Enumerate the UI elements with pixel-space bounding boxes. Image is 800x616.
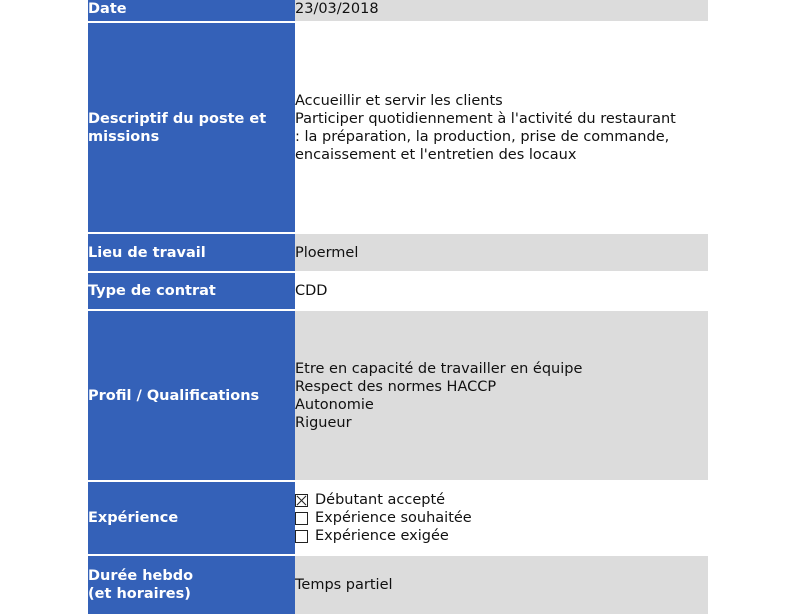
date-value: 23/03/2018 bbox=[295, 0, 708, 22]
experience-value bbox=[295, 481, 708, 555]
checkbox-debutant[interactable] bbox=[295, 494, 308, 507]
date-label: Date bbox=[88, 0, 295, 22]
duree-label-line: (et horaires) bbox=[88, 586, 191, 602]
job-offer-form-table bbox=[88, 0, 708, 616]
duree-label-line: Durée hebdo bbox=[88, 568, 194, 584]
checkbox-souhaitee[interactable] bbox=[295, 512, 308, 525]
row-missions bbox=[88, 22, 708, 233]
missions-value bbox=[295, 22, 708, 233]
experience-option[interactable] bbox=[295, 509, 708, 527]
row-contrat bbox=[88, 272, 708, 310]
lieu-label: Lieu de travail bbox=[88, 233, 295, 272]
row-date bbox=[88, 0, 708, 22]
experience-option-label: Expérience souhaitée bbox=[315, 510, 472, 526]
duree-value: Temps partiel bbox=[295, 555, 708, 615]
row-experience bbox=[88, 481, 708, 555]
row-profil bbox=[88, 310, 708, 481]
checkbox-exigee[interactable] bbox=[295, 530, 308, 543]
row-lieu bbox=[88, 233, 708, 272]
missions-label: Descriptif du poste et missions bbox=[88, 22, 295, 233]
experience-option-label: Expérience exigée bbox=[315, 528, 449, 544]
lieu-value: Ploermel bbox=[295, 233, 708, 272]
contrat-label: Type de contrat bbox=[88, 272, 295, 310]
profil-line: Rigueur bbox=[295, 414, 352, 431]
profil-value bbox=[295, 310, 708, 481]
missions-line: Accueillir et servir les clients bbox=[295, 92, 503, 109]
contrat-value: CDD bbox=[295, 272, 708, 310]
row-duree bbox=[88, 555, 708, 615]
missions-line: Participer quotidiennement à l'activité du restaurant bbox=[295, 110, 676, 127]
profil-label: Profil / Qualifications bbox=[88, 310, 295, 481]
profil-line: Autonomie bbox=[295, 396, 374, 413]
experience-option[interactable] bbox=[295, 491, 708, 509]
experience-option[interactable] bbox=[295, 527, 708, 545]
profil-line: Etre en capacité de travailler en équipe bbox=[295, 360, 583, 377]
profil-line: Respect des normes HACCP bbox=[295, 378, 497, 395]
missions-line: encaissement et l'entretien des locaux bbox=[295, 146, 577, 163]
experience-label: Expérience bbox=[88, 481, 295, 555]
missions-line: : la préparation, la production, prise de commande, bbox=[295, 128, 670, 145]
experience-option-label: Débutant accepté bbox=[315, 492, 446, 508]
duree-label bbox=[88, 555, 295, 615]
